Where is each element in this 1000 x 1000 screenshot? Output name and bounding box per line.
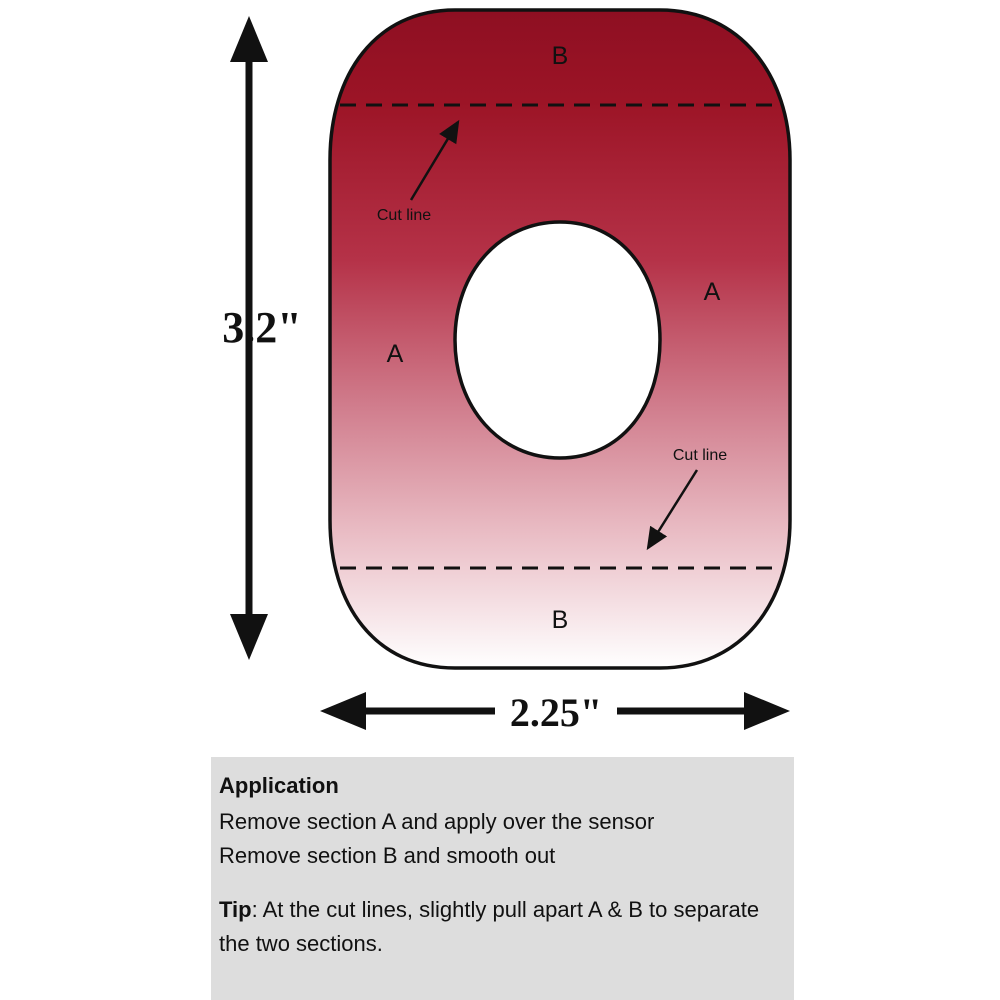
application-panel-title: Application [219,773,339,798]
height-label: 3.2" [222,303,302,352]
application-step-2: Remove section B and smooth out [219,842,556,868]
application-tip-label: Tip [219,896,252,922]
sensor-hole [455,222,660,458]
cut-line-top-label: Cut line [376,207,432,224]
width-dimension [320,690,790,735]
panel-spacer [219,873,794,893]
section-label-a-right: A [703,278,721,306]
width-label: 2.25" [509,690,603,735]
cut-line-bottom-label: Cut line [672,447,728,464]
height-dimension [222,16,301,660]
application-step-1: Remove section A and apply over the sensor [219,808,655,834]
section-label-b-top: B [551,42,569,70]
application-instructions-panel [211,757,794,1000]
patch-shape [330,10,790,668]
section-label-a-left: A [386,340,404,368]
application-tip [219,893,789,961]
application-tip-text: : At the cut lines, slightly pull apart A & B to separate the two sections. [219,896,760,956]
section-label-b-bottom: B [551,606,569,634]
